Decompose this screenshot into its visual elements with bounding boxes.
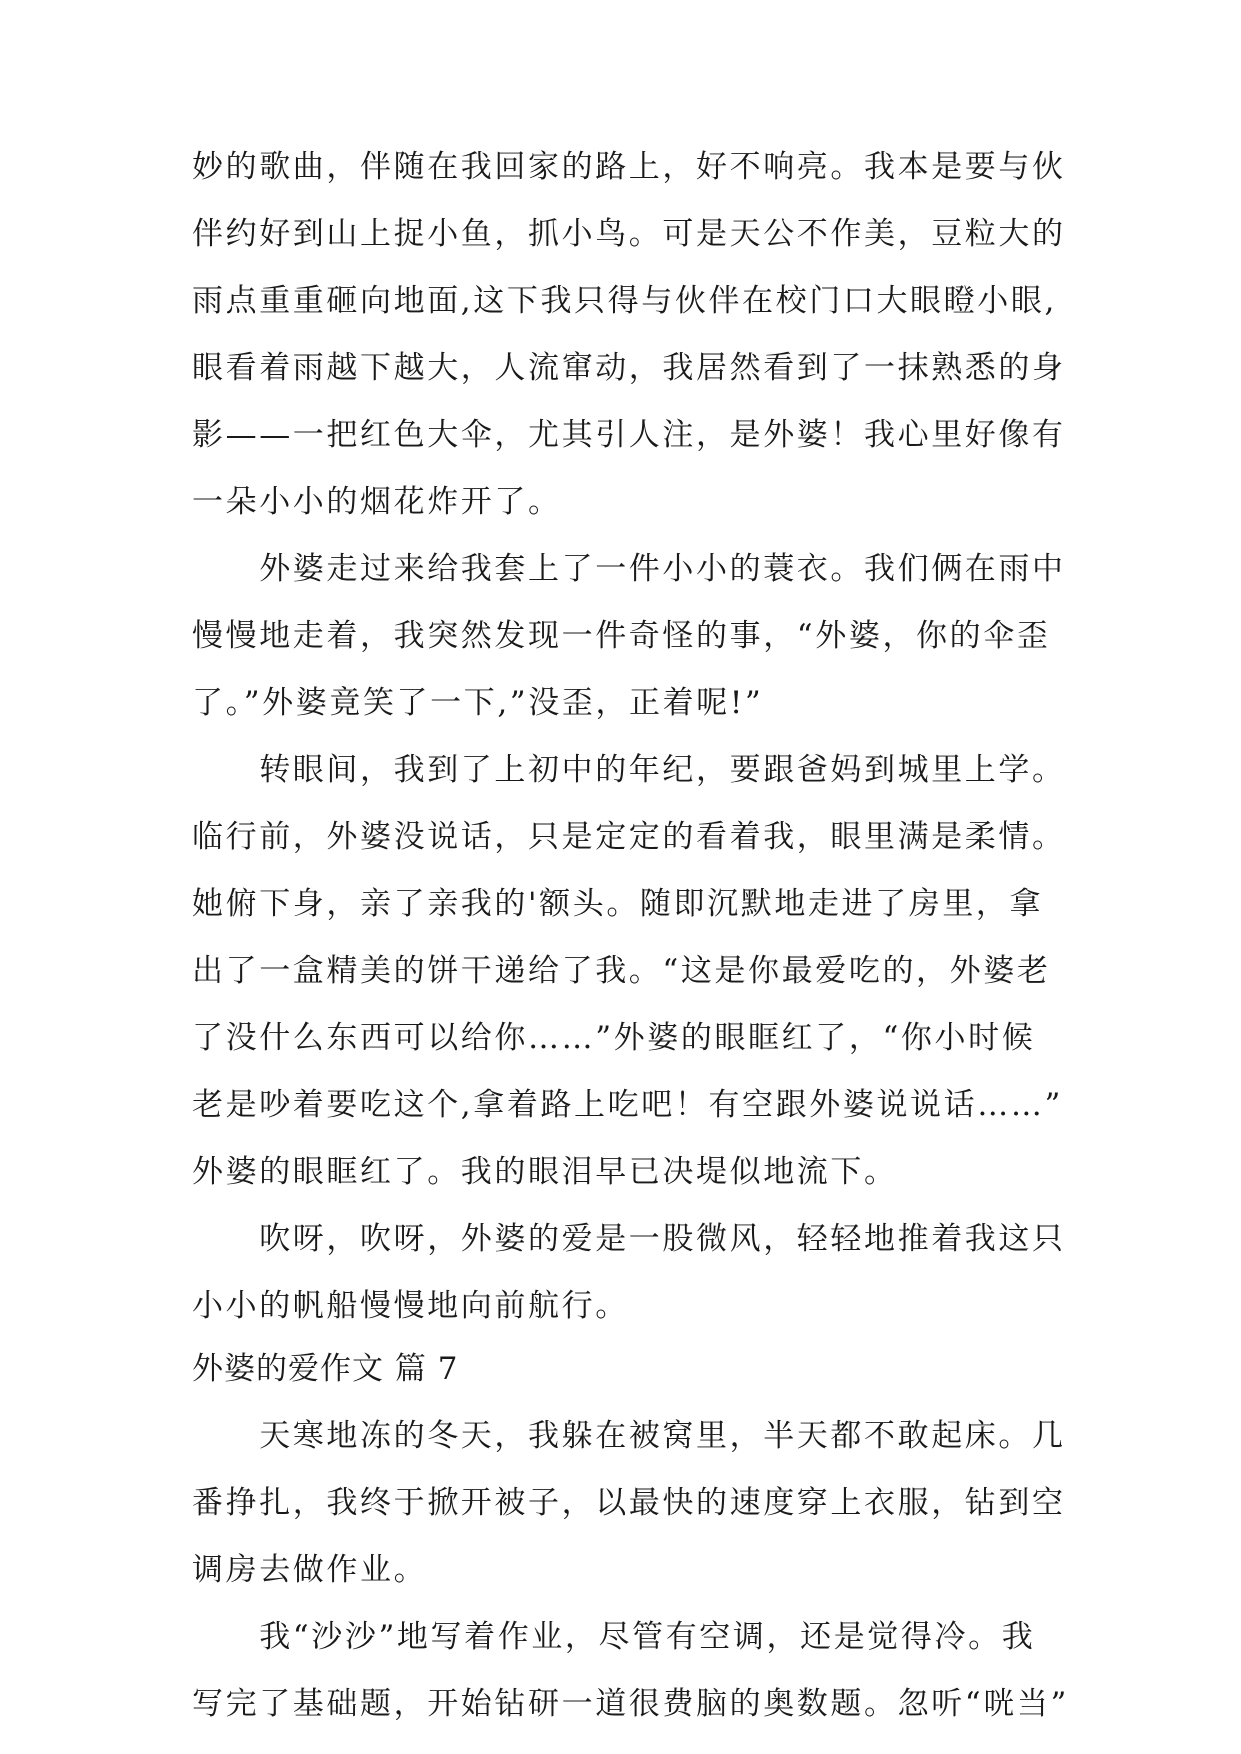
text-line: 我“沙沙”地写着作业，尽管有空调，还是觉得冷。我	[192, 1619, 1036, 1655]
text-line: 妙的歌曲，伴随在我回家的路上，好不响亮。我本是要与伙	[192, 149, 1066, 185]
text-line: 了没什么东西可以给你……”外婆的眼眶红了，“你小时候	[192, 1020, 1036, 1056]
text-line: 写完了基础题，开始钻研一道很费脑的奥数题。忽听“咣当”	[192, 1686, 1069, 1722]
text-line: 一朵小小的烟花炸开了。	[192, 484, 562, 520]
text-line: 老是吵着要吃这个,拿着路上吃吧！有空跟外婆说说话……”	[192, 1087, 1063, 1123]
text-line: 她俯下身，亲了亲我的'额头。随即沉默地走进了房里，拿	[192, 886, 1044, 922]
text-line: 吹呀，吹呀，外婆的爱是一股微风，轻轻地推着我这只	[192, 1221, 1066, 1257]
section-heading: 外婆的爱作文 篇 7	[192, 1351, 459, 1387]
text-line: 外婆走过来给我套上了一件小小的蓑衣。我们俩在雨中	[192, 551, 1066, 587]
text-line: 伴约好到山上捉小鱼，抓小鸟。可是天公不作美，豆粒大的	[192, 216, 1066, 252]
text-line: 出了一盒精美的饼干递给了我。“这是你最爱吃的，外婆老	[192, 953, 1051, 989]
text-line: 影——一把红色大伞，尤其引人注，是外婆！我心里好像有	[192, 417, 1066, 453]
text-line: 番挣扎，我终于掀开被子，以最快的速度穿上衣服，钻到空	[192, 1485, 1066, 1521]
text-line: 外婆的眼眶红了。我的眼泪早已决堤似地流下。	[192, 1154, 898, 1190]
text-line: 雨点重重砸向地面,这下我只得与伙伴在校门口大眼瞪小眼,	[192, 283, 1057, 319]
text-line: 眼看着雨越下越大，人流窜动，我居然看到了一抹熟悉的身	[192, 350, 1066, 386]
text-line: 慢慢地走着，我突然发现一件奇怪的事，“外婆，你的伞歪	[192, 618, 1051, 654]
text-line: 天寒地冻的冬天，我躲在被窝里，半天都不敢起床。几	[192, 1418, 1066, 1454]
text-line: 了。”外婆竟笑了一下,”没歪，正着呢!”	[192, 685, 764, 721]
text-line: 调房去做作业。	[192, 1552, 428, 1588]
text-line: 临行前，外婆没说话，只是定定的看着我，眼里满是柔情。	[192, 819, 1066, 855]
text-line: 转眼间，我到了上初中的年纪，要跟爸妈到城里上学。	[192, 752, 1066, 788]
text-line: 小小的帆船慢慢地向前航行。	[192, 1288, 629, 1324]
